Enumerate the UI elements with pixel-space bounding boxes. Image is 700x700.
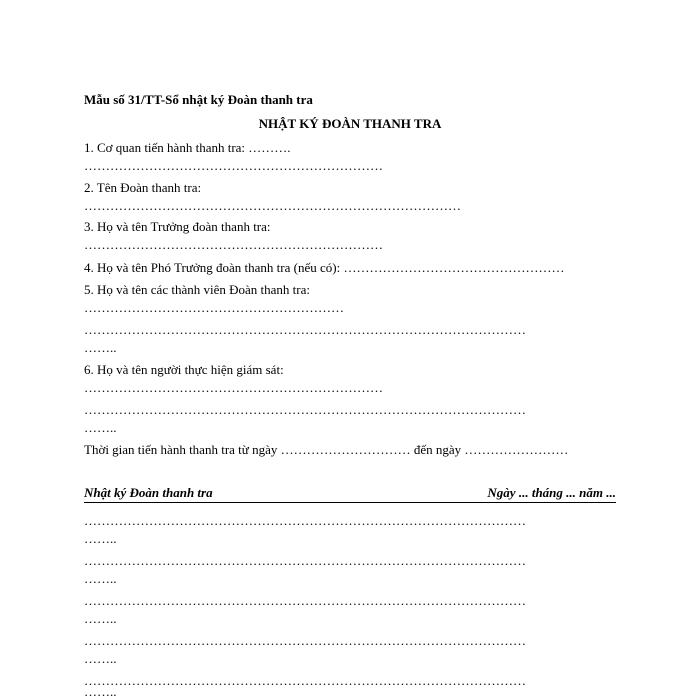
diary-header-date: Ngày ... tháng ... năm ... — [487, 485, 616, 500]
field-line-deputy-leader: 4. Họ và tên Phó Trưởng đoàn thanh tra (nếu có): …………………………………………… — [84, 260, 565, 275]
diary-row-dots: …….. — [84, 651, 117, 666]
diary-row-dots: …….. — [84, 571, 117, 586]
diary-row-dots: ………………………………………………………………………………………… — [84, 673, 526, 688]
diary-header-title: Nhật ký Đoàn thanh tra — [84, 485, 213, 500]
diary-header — [84, 486, 616, 503]
field-line-team-leader: 3. Họ và tên Trưởng đoàn thanh tra: — [84, 219, 271, 234]
diary-row-dots: …….. — [84, 684, 117, 699]
field-dots: …………………………………………………………… — [84, 237, 383, 252]
diary-row-dots: ………………………………………………………………………………………… — [84, 553, 526, 568]
field-dots: ………………………………………………………………………………………… — [84, 322, 526, 337]
diary-row-dots: ………………………………………………………………………………………… — [84, 633, 526, 648]
document-title: NHẬT KÝ ĐOÀN THANH TRA — [258, 116, 442, 131]
field-dots: ………………………………………………………………………………………… — [84, 402, 526, 417]
field-dots: …….. — [84, 340, 117, 355]
form-code: Mẫu số 31/TT-Sổ nhật ký Đoàn thanh tra — [84, 92, 313, 107]
field-dots: …….. — [84, 420, 117, 435]
diary-row-dots: ………………………………………………………………………………………… — [84, 513, 526, 528]
field-line-members: 5. Họ và tên các thành viên Đoàn thanh tra: — [84, 282, 310, 297]
field-line-supervisor: 6. Họ và tên người thực hiện giám sát: — [84, 362, 284, 377]
field-dots: …………………………………………………………… — [84, 158, 383, 173]
diary-row-dots: ………………………………………………………………………………………… — [84, 593, 526, 608]
field-line-agency: 1. Cơ quan tiến hành thanh tra: ………. — [84, 140, 291, 155]
field-line-team-name: 2. Tên Đoàn thanh tra: — [84, 180, 202, 195]
field-dots: …………………………………………………………… — [84, 380, 383, 395]
field-dots: …………………………………………………… — [84, 300, 344, 315]
field-line-inspection-period: Thời gian tiến hành thanh tra từ ngày ………………………… đến ngày …………………… — [84, 442, 569, 457]
diary-row-dots: …….. — [84, 611, 117, 626]
field-dots: …………………………………………………………………………… — [84, 198, 461, 213]
diary-row-dots: …….. — [84, 531, 117, 546]
